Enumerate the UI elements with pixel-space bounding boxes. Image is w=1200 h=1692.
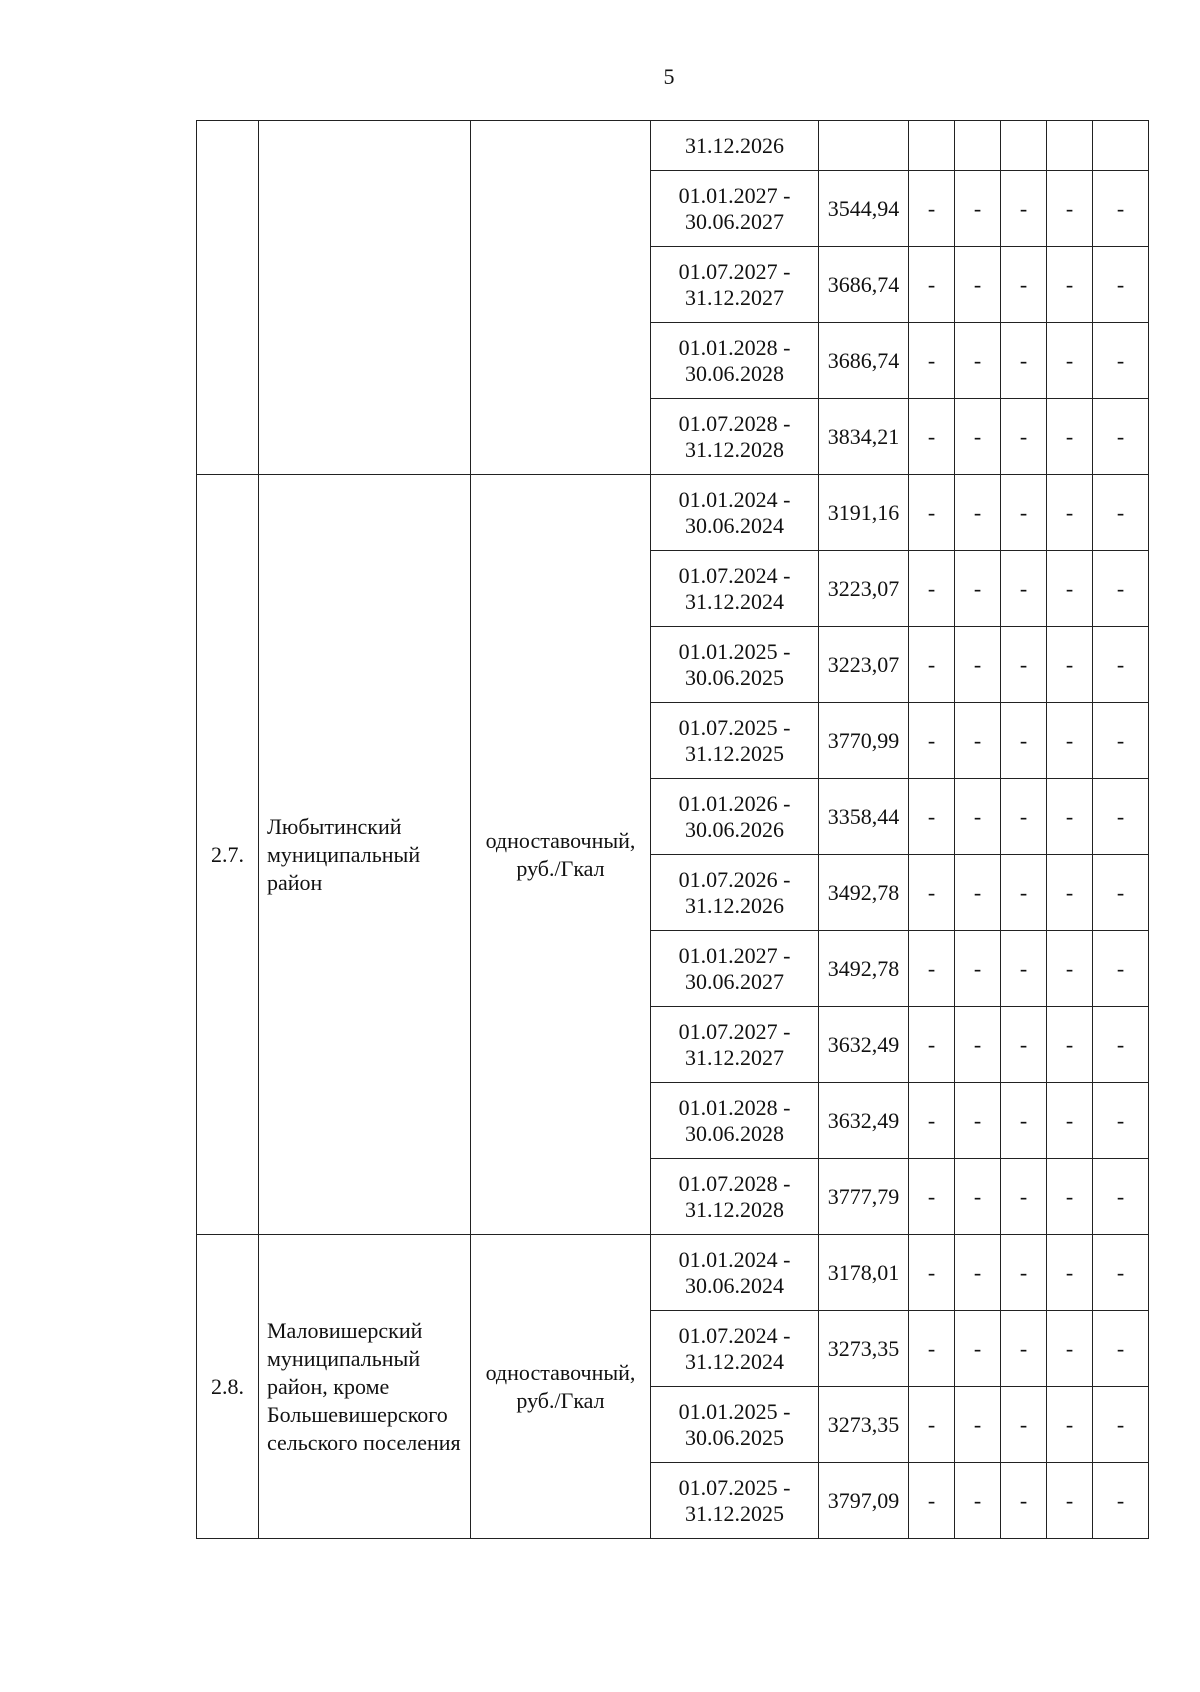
- group-area: Маловишерский муниципальный район, кроме Большевишерского сельского поселения: [259, 1235, 471, 1539]
- table-row: [197, 475, 1149, 551]
- dash-cell: -: [955, 475, 1001, 551]
- period-cell: [651, 703, 819, 779]
- dash-cell: -: [909, 323, 955, 399]
- tariff-value: 3686,74: [819, 247, 909, 323]
- period-end: 31.12.2028: [685, 436, 784, 462]
- dash-cell: -: [1001, 855, 1047, 931]
- dash-cell: -: [1047, 551, 1093, 627]
- tariff-value: 3797,09: [819, 1463, 909, 1539]
- dash-cell: -: [1047, 1083, 1093, 1159]
- period-cell: [651, 323, 819, 399]
- dash-cell: -: [1093, 399, 1149, 475]
- dash-cell: -: [1093, 1007, 1149, 1083]
- tariff-value: 3544,94: [819, 171, 909, 247]
- dash-cell: -: [1001, 399, 1047, 475]
- dash-cell: -: [1093, 323, 1149, 399]
- dash-cell: -: [1001, 475, 1047, 551]
- dash-cell: -: [1047, 247, 1093, 323]
- period-end: 30.06.2026: [685, 816, 784, 842]
- period-end: 30.06.2027: [685, 208, 784, 234]
- dash-cell: -: [909, 931, 955, 1007]
- dash-cell: -: [1093, 931, 1149, 1007]
- period-start: 01.01.2028 -: [678, 1094, 791, 1120]
- dash-cell: -: [955, 399, 1001, 475]
- period-end: 30.06.2027: [685, 968, 784, 994]
- period-start: 01.01.2026 -: [678, 790, 791, 816]
- dash-cell: -: [1047, 399, 1093, 475]
- dash-cell: -: [1093, 1235, 1149, 1311]
- dash-cell: -: [955, 855, 1001, 931]
- dash-cell: [909, 121, 955, 171]
- tariff-value: 3492,78: [819, 855, 909, 931]
- period-end: 31.12.2024: [685, 1348, 784, 1374]
- dash-cell: -: [1047, 855, 1093, 931]
- dash-cell: -: [909, 1083, 955, 1159]
- dash-cell: -: [1001, 1387, 1047, 1463]
- dash-cell: -: [1093, 1311, 1149, 1387]
- tariff-value: 3777,79: [819, 1159, 909, 1235]
- dash-cell: -: [909, 247, 955, 323]
- period-cell: [651, 247, 819, 323]
- dash-cell: -: [1047, 171, 1093, 247]
- period-end: 30.06.2028: [685, 1120, 784, 1146]
- dash-cell: -: [955, 1083, 1001, 1159]
- period-cell: [651, 475, 819, 551]
- dash-cell: -: [1047, 1159, 1093, 1235]
- tariff-value: 3191,16: [819, 475, 909, 551]
- period-cell: [651, 855, 819, 931]
- period-cell: [651, 931, 819, 1007]
- period-start: 01.07.2025 -: [678, 1474, 791, 1500]
- dash-cell: -: [1047, 323, 1093, 399]
- dash-cell: -: [955, 627, 1001, 703]
- period-start: 01.01.2025 -: [678, 1398, 791, 1424]
- dash-cell: -: [909, 399, 955, 475]
- period-start: 01.01.2028 -: [678, 334, 791, 360]
- dash-cell: -: [909, 1311, 955, 1387]
- dash-cell: -: [955, 1159, 1001, 1235]
- dash-cell: -: [1001, 931, 1047, 1007]
- group-area: [259, 121, 471, 475]
- dash-cell: -: [955, 1387, 1001, 1463]
- dash-cell: -: [1093, 1463, 1149, 1539]
- group-number: 2.8.: [197, 1235, 259, 1539]
- group-tariff-type: одноставочный, руб./Гкал: [471, 1235, 651, 1539]
- dash-cell: -: [1001, 779, 1047, 855]
- dash-cell: -: [909, 551, 955, 627]
- dash-cell: -: [1093, 1083, 1149, 1159]
- dash-cell: [955, 121, 1001, 171]
- period-start: 01.07.2026 -: [678, 866, 791, 892]
- tariff-value: 3178,01: [819, 1235, 909, 1311]
- tariff-value: 3223,07: [819, 551, 909, 627]
- dash-cell: -: [1093, 247, 1149, 323]
- dash-cell: -: [1047, 1235, 1093, 1311]
- period-end: 31.12.2025: [685, 1500, 784, 1526]
- period-end: 31.12.2024: [685, 588, 784, 614]
- dash-cell: -: [909, 627, 955, 703]
- period-end: 30.06.2028: [685, 360, 784, 386]
- tariff-value: 3358,44: [819, 779, 909, 855]
- period-end: 31.12.2027: [685, 284, 784, 310]
- period-start: 01.07.2024 -: [678, 1322, 791, 1348]
- period-cell: [651, 627, 819, 703]
- period-cell: [651, 1463, 819, 1539]
- period-end: 31.12.2026: [685, 892, 784, 918]
- period-start: 01.01.2027 -: [678, 182, 791, 208]
- group-number: 2.7.: [197, 475, 259, 1235]
- period-end: 30.06.2024: [685, 512, 784, 538]
- tariff-value: 3492,78: [819, 931, 909, 1007]
- period-cell: [651, 779, 819, 855]
- tariff-value: 3632,49: [819, 1083, 909, 1159]
- group-number: [197, 121, 259, 475]
- period-start: 01.01.2024 -: [678, 1246, 791, 1272]
- table-body: [197, 121, 1149, 1539]
- group-tariff-type: [471, 121, 651, 475]
- period-cell: [651, 551, 819, 627]
- group-tariff-type: одноставочный, руб./Гкал: [471, 475, 651, 1235]
- period-start: 01.07.2027 -: [678, 1018, 791, 1044]
- period-end: 31.12.2025: [685, 740, 784, 766]
- dash-cell: -: [1047, 1007, 1093, 1083]
- dash-cell: -: [1093, 171, 1149, 247]
- period-cell: 31.12.2026: [651, 121, 819, 171]
- dash-cell: -: [1093, 475, 1149, 551]
- period-end: 30.06.2025: [685, 664, 784, 690]
- dash-cell: -: [1093, 627, 1149, 703]
- dash-cell: -: [1093, 551, 1149, 627]
- period-cell: [651, 1007, 819, 1083]
- period-start: 01.07.2028 -: [678, 410, 791, 436]
- dash-cell: -: [955, 1311, 1001, 1387]
- period-start: 01.07.2025 -: [678, 714, 791, 740]
- dash-cell: -: [1047, 779, 1093, 855]
- dash-cell: -: [1001, 323, 1047, 399]
- dash-cell: -: [1093, 1159, 1149, 1235]
- dash-cell: -: [1047, 931, 1093, 1007]
- dash-cell: -: [955, 779, 1001, 855]
- dash-cell: [1093, 121, 1149, 171]
- dash-cell: -: [1047, 1311, 1093, 1387]
- period-start: 01.07.2028 -: [678, 1170, 791, 1196]
- dash-cell: -: [1001, 171, 1047, 247]
- period-start: 01.07.2027 -: [678, 258, 791, 284]
- period-start: 01.01.2027 -: [678, 942, 791, 968]
- period-end: 30.06.2024: [685, 1272, 784, 1298]
- dash-cell: -: [1001, 627, 1047, 703]
- tariff-value: 3686,74: [819, 323, 909, 399]
- dash-cell: -: [1093, 855, 1149, 931]
- dash-cell: -: [955, 1463, 1001, 1539]
- tariff-value: 3273,35: [819, 1387, 909, 1463]
- dash-cell: -: [909, 1007, 955, 1083]
- table-row: [197, 1235, 1149, 1311]
- period-end: 31.12.2027: [685, 1044, 784, 1070]
- dash-cell: -: [1001, 1007, 1047, 1083]
- period-end: 30.06.2025: [685, 1424, 784, 1450]
- dash-cell: -: [1001, 1235, 1047, 1311]
- dash-cell: -: [1047, 627, 1093, 703]
- page-number: 5: [663, 64, 675, 89]
- dash-cell: [1001, 121, 1047, 171]
- dash-cell: -: [909, 1159, 955, 1235]
- dash-cell: -: [1001, 247, 1047, 323]
- dash-cell: -: [1093, 779, 1149, 855]
- dash-cell: -: [909, 855, 955, 931]
- dash-cell: -: [909, 475, 955, 551]
- table-row: [197, 121, 1149, 171]
- tariff-value: 3834,21: [819, 399, 909, 475]
- period-cell: [651, 171, 819, 247]
- period-cell: [651, 1387, 819, 1463]
- dash-cell: -: [1047, 703, 1093, 779]
- dash-cell: -: [909, 1463, 955, 1539]
- dash-cell: -: [955, 247, 1001, 323]
- group-area: Любытинский муниципальный район: [259, 475, 471, 1235]
- tariff-value: [819, 121, 909, 171]
- period-cell: [651, 1159, 819, 1235]
- dash-cell: -: [1093, 1387, 1149, 1463]
- dash-cell: -: [909, 779, 955, 855]
- period-cell: [651, 1311, 819, 1387]
- dash-cell: -: [1047, 1387, 1093, 1463]
- dash-cell: -: [1001, 1463, 1047, 1539]
- dash-cell: -: [909, 1387, 955, 1463]
- period-start: 01.01.2024 -: [678, 486, 791, 512]
- dash-cell: -: [1047, 1463, 1093, 1539]
- dash-cell: -: [955, 323, 1001, 399]
- dash-cell: -: [909, 171, 955, 247]
- dash-cell: -: [955, 551, 1001, 627]
- dash-cell: -: [909, 703, 955, 779]
- dash-cell: -: [955, 1235, 1001, 1311]
- dash-cell: -: [1001, 1083, 1047, 1159]
- dash-cell: -: [1047, 475, 1093, 551]
- tariff-value: 3223,07: [819, 627, 909, 703]
- dash-cell: -: [955, 171, 1001, 247]
- tariff-table: [196, 120, 1149, 1539]
- dash-cell: -: [1001, 1159, 1047, 1235]
- tariff-value: 3632,49: [819, 1007, 909, 1083]
- period-cell: [651, 399, 819, 475]
- period-start: 01.01.2025 -: [678, 638, 791, 664]
- dash-cell: -: [955, 703, 1001, 779]
- dash-cell: [1047, 121, 1093, 171]
- period-start: 01.07.2024 -: [678, 562, 791, 588]
- dash-cell: -: [1093, 703, 1149, 779]
- tariff-value: 3770,99: [819, 703, 909, 779]
- period-end: 31.12.2028: [685, 1196, 784, 1222]
- period-cell: [651, 1083, 819, 1159]
- period-cell: [651, 1235, 819, 1311]
- dash-cell: -: [1001, 703, 1047, 779]
- dash-cell: -: [1001, 551, 1047, 627]
- tariff-value: 3273,35: [819, 1311, 909, 1387]
- dash-cell: -: [909, 1235, 955, 1311]
- dash-cell: -: [955, 1007, 1001, 1083]
- dash-cell: -: [955, 931, 1001, 1007]
- dash-cell: -: [1001, 1311, 1047, 1387]
